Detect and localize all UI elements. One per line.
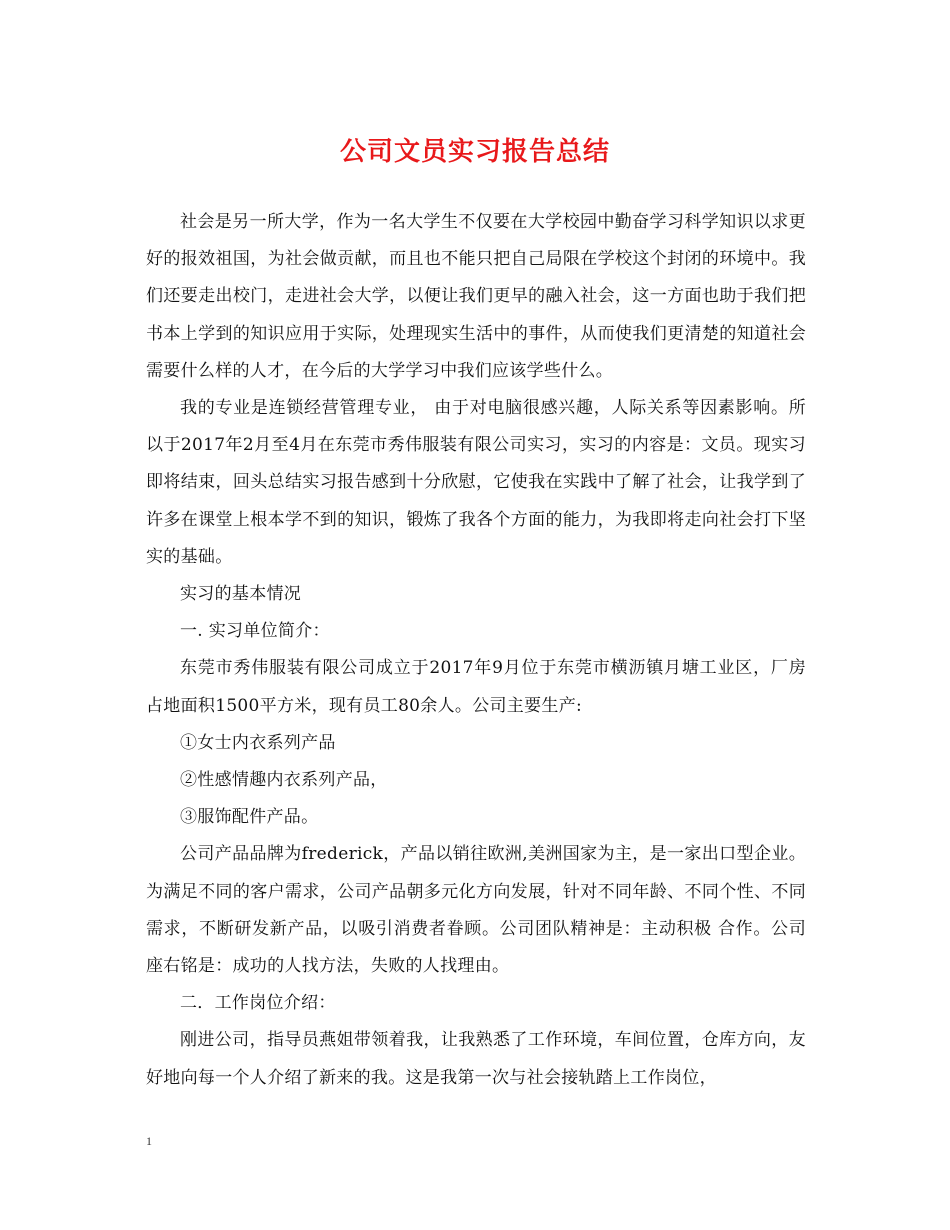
document-body (146, 204, 806, 1097)
paragraph-first-day: 刚进公司，指导员燕姐带领着我，让我熟悉了工作环境，车间位置，仓库方向，友好地向每一个人介绍了新来的我。这是我第一次与社会接轨踏上工作岗位， (146, 1030, 806, 1088)
paragraph-major: 我的专业是连锁经营管理专业， 由于对电脑很感兴趣，人际关系等因素影响。所以于2017年2月至4月在东莞市秀伟服装有限公司实习，实习的内容是：文员。现实习即将结束，回头总结实习报告感到十分欣慰，它使我在实践中了解了社会，让我学到了许多在课堂上根本学不到的知识，锻炼了我各个方面的能力，为我即将走向社会打下坚实的基础。 (146, 398, 806, 567)
list-item-product-1: ①女士内衣系列产品 (180, 732, 336, 753)
section-heading-company-intro: 一. 实习单位简介： (180, 621, 330, 642)
page-number: 1 (146, 1134, 152, 1148)
list-item-product-3: ③服饰配件产品。 (180, 807, 319, 828)
paragraph-intro: 社会是另一所大学，作为一名大学生不仅要在大学校园中勤奋学习科学知识以求更好的报效祖国，为社会做贡献，而且也不能只把自己局限在学校这个封闭的环境中。我们还要走出校门，走进社会大学，以便让我们更早的融入社会，这一方面也助于我们把书本上学到的知识应用于实际，处理现实生活中的事件，从而使我们更清楚的知道社会需要什么样的人才，在今后的大学学习中我们应该学些什么。 (146, 212, 806, 381)
section-heading-basic-info: 实习的基本情况 (180, 584, 302, 605)
list-item-product-2: ②性感情趣内衣系列产品， (180, 770, 388, 791)
section-heading-job-intro: 二．工作岗位介绍： (180, 993, 336, 1014)
paragraph-company-founded: 东莞市秀伟服装有限公司成立于2017年9月位于东莞市横沥镇月塘工业区，厂房占地面积1500平方米，现有员工80余人。公司主要生产: (146, 658, 806, 716)
paragraph-brand: 公司产品品牌为frederick，产品以销往欧洲,美洲国家为主，是一家出口型企业。为满足不同的客户需求，公司产品朝多元化方向发展，针对不同年龄、不同个性、不同需求，不断研发新产品，以吸引消费者眷顾。公司团队精神是：主动积极 合作。公司座右铭是：成功的人找方法，失败的人找理由。 (146, 844, 806, 977)
document-title: 公司文员实习报告总结 (339, 137, 610, 167)
